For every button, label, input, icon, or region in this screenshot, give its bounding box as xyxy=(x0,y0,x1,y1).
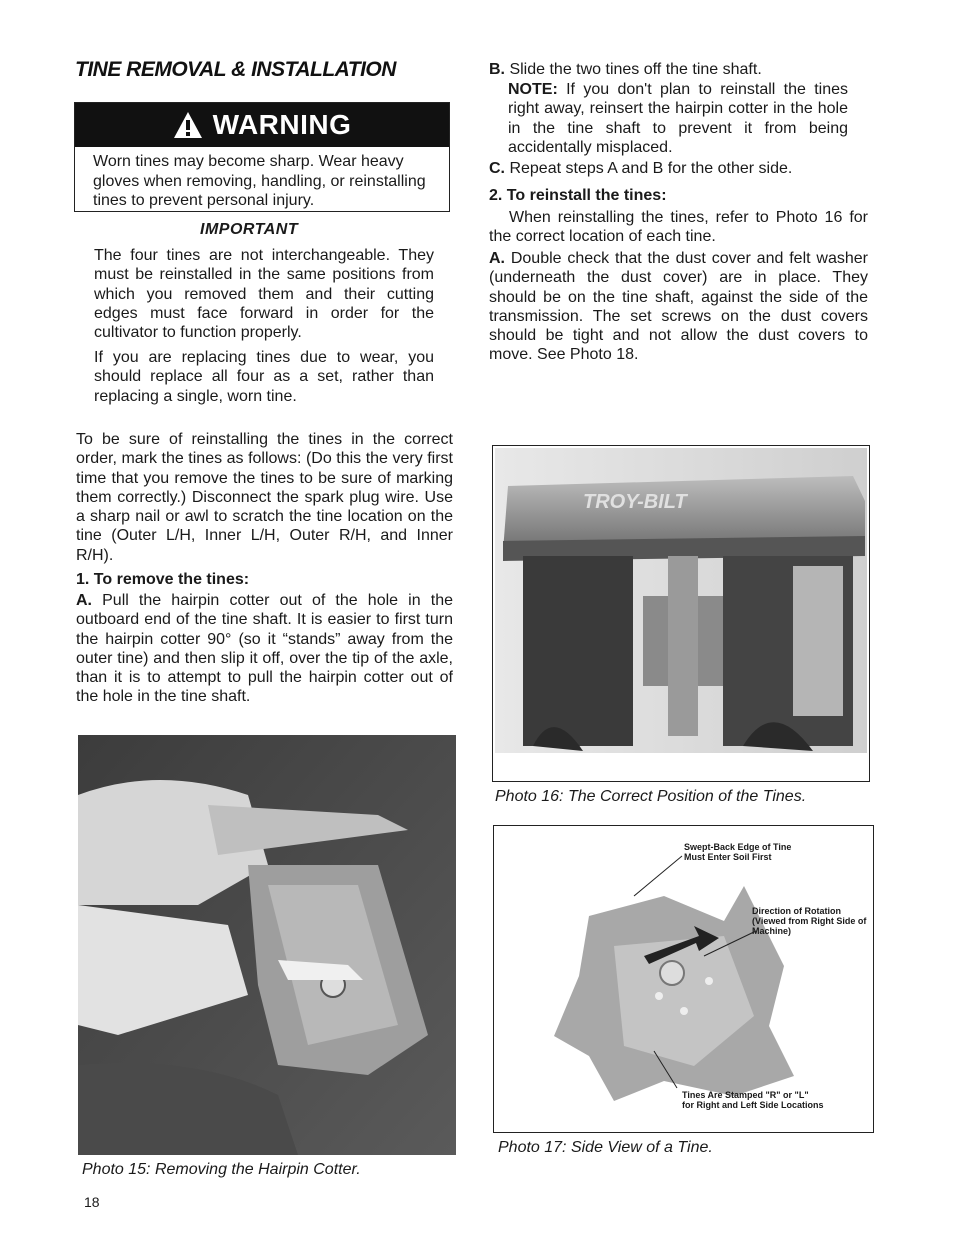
remove-step-a xyxy=(76,591,453,707)
remove-heading: 1. To remove the tines: xyxy=(76,571,250,588)
photo-16-tiller-image xyxy=(493,446,869,781)
photo-17-callout-stamped xyxy=(682,1090,824,1110)
photo-15-caption: Photo 15: Removing the Hairpin Cotter. xyxy=(82,1161,361,1178)
step-b-label: B. xyxy=(489,61,505,78)
remove-step-c xyxy=(489,159,869,178)
reinstall-step-a xyxy=(489,249,868,365)
note-text: If you don't plan to reinstall the tines right away, reinsert the hairpin cotter in the hole in the tine shaft to prevent it from being accidentally misplaced. xyxy=(508,81,848,156)
remove-step-b xyxy=(489,60,869,79)
reinstall-step-a-text: Double check that the dust cover and felt washer (underneath the dust cover) are in place. They should be on the tine shaft, against the side of the transmission. The set screws on the dust covers should be tight and not allow the dust covers to move. See Photo 18. xyxy=(489,250,868,364)
callout-stamped-line-1: Tines Are Stamped "R" or "L" xyxy=(682,1090,809,1100)
photo-17-callout-rotation xyxy=(752,906,866,936)
important-heading: IMPORTANT xyxy=(200,221,299,238)
callout-swept-edge-line-2: Must Enter Soil First xyxy=(684,852,772,862)
important-paragraph-2: If you are replacing tines due to wear, you should replace all four as a set, rather than replacing a single, worn tine. xyxy=(94,349,434,405)
photo-16-frame xyxy=(492,445,870,782)
step-c-label: C. xyxy=(489,160,505,177)
section-title: TINE REMOVAL & INSTALLATION xyxy=(75,58,396,81)
note-label: NOTE: xyxy=(508,81,558,98)
photo-17-caption: Photo 17: Side View of a Tine. xyxy=(498,1139,713,1156)
photo-17-frame xyxy=(493,825,874,1133)
reinstall-heading: 2. To reinstall the tines: xyxy=(489,187,667,204)
photo-17-callout-swept-edge xyxy=(684,842,791,862)
warning-heading: WARNING xyxy=(212,109,352,140)
callout-swept-edge-line-1: Swept-Back Edge of Tine xyxy=(684,842,792,852)
step-b-text: Slide the two tines off the tine shaft. xyxy=(509,61,762,78)
step-a-text: Pull the hairpin cotter out of the hole in the outboard end of the tine shaft. It is easier to first turn the hairpin cotter 90° (so it “stands” away from the outer tine) and then slip it off, over the tip of the axle, than it is to attempt to pull the hairpin cotter out of the hole in the tine shaft. xyxy=(76,592,453,706)
photo-16-caption: Photo 16: The Correct Position of the Tines. xyxy=(495,788,807,805)
photo-16-brand-text: TROY-BILT xyxy=(583,491,687,513)
warning-triangle-icon xyxy=(173,111,203,139)
warning-box xyxy=(74,102,450,212)
callout-rotation-line-3: Machine) xyxy=(752,926,792,936)
intro-paragraph: To be sure of reinstalling the tines in the correct order, mark the tines as follows: (Do this the very first time that you remove the tines to be sure of marking them correctly.) Disconnect the spark plug wire. Use a sharp nail or awl to scratch the tine location on the tine (Outer L/H, Inner L/H, Outer R/H, and Inner R/H). xyxy=(76,431,453,564)
reinstall-step-a-label: A. xyxy=(489,250,505,267)
photo-17-tine-image xyxy=(494,826,873,1132)
important-paragraph-1: The four tines are not interchangeable. They must be reinstalled in the same positions from which you removed them and their cutting edges must face forward in order for the cultivator to function properly. xyxy=(94,247,434,342)
step-c-text: Repeat steps A and B for the other side. xyxy=(509,160,793,177)
callout-rotation-line-2: (Viewed from Right Side of xyxy=(752,916,867,926)
callout-stamped-line-2: for Right and Left Side Locations xyxy=(682,1100,824,1110)
photo-15-hands-cotter-image xyxy=(78,735,456,1155)
callout-rotation-line-1: Direction of Rotation xyxy=(752,906,841,916)
page-number: 18 xyxy=(84,1194,100,1210)
reinstall-intro: When reinstalling the tines, refer to Photo 16 for the correct location of each tine. xyxy=(489,209,868,246)
step-a-label: A. xyxy=(76,592,92,609)
note-paragraph xyxy=(508,80,848,157)
warning-text: Worn tines may become sharp. Wear heavy gloves when removing, handling, or reinstalling tines to prevent personal injury. xyxy=(93,153,426,209)
warning-header xyxy=(75,103,449,147)
photo-15-image xyxy=(78,735,456,1155)
